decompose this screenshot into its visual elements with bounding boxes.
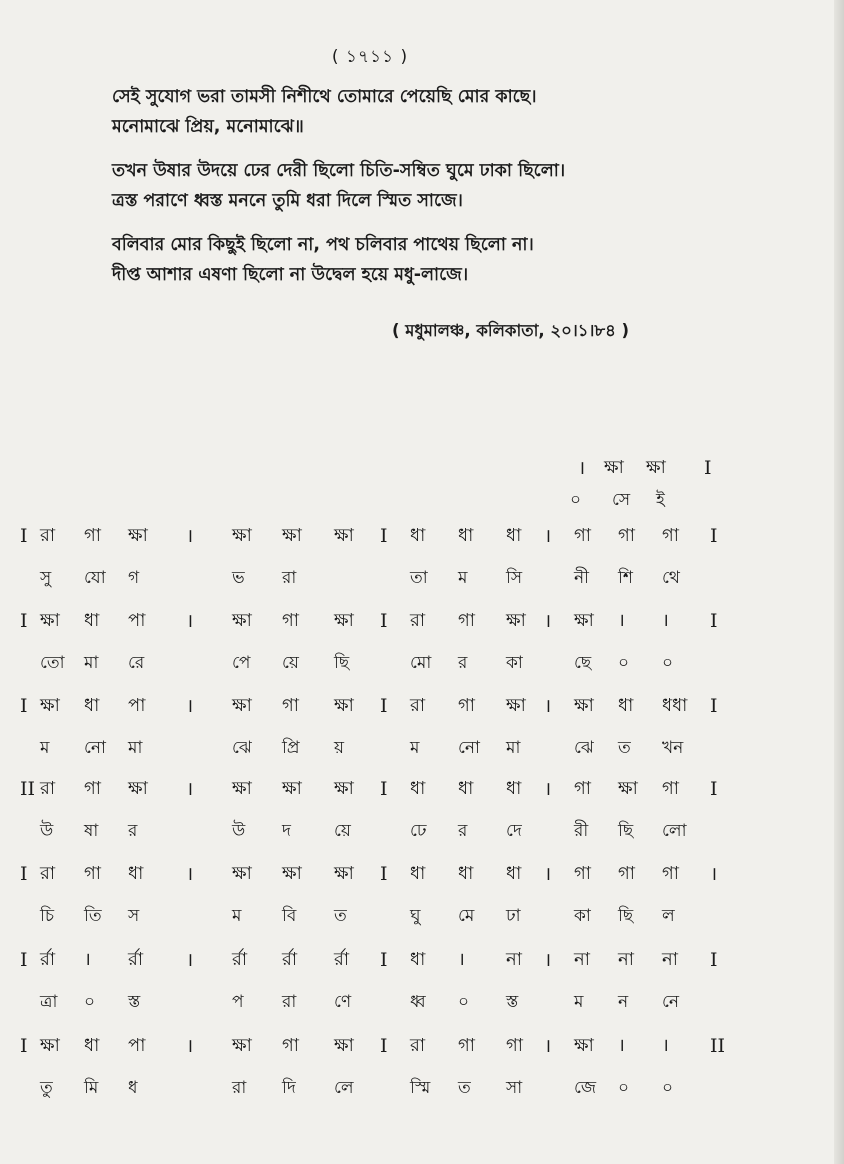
note: ধা (84, 610, 100, 631)
lyric-syllable: বি (282, 906, 297, 926)
lyric-line: তখন উষার উদয়ে ঢের দেরী ছিলো চিতি-সম্বিত ঘুমে ঢাকা ছিলো। (112, 161, 566, 181)
barline: I (380, 525, 388, 547)
barline: । (544, 1035, 552, 1057)
note: ধা (410, 863, 426, 884)
note: গা (282, 1035, 300, 1056)
barline: । (544, 863, 552, 885)
note: গা (618, 525, 636, 546)
notation-pickup-row (0, 452, 844, 484)
notation-row (0, 944, 844, 976)
notation-row (0, 858, 844, 890)
note: গা (84, 525, 102, 546)
note: ক্ষা (282, 863, 302, 884)
notation-lyrics-row (0, 562, 844, 594)
note: রা (40, 778, 56, 799)
lyric-syllable: ০ (570, 490, 582, 510)
note: র্রা (334, 949, 350, 970)
lyric-syllable: ম (410, 738, 420, 758)
note: ক্ষা (232, 863, 252, 884)
lyric-syllable: মি (84, 1078, 99, 1098)
lyric-syllable: পে (232, 653, 251, 673)
note: ক্ষা (334, 863, 354, 884)
lyric-syllable: র (128, 821, 138, 841)
note: ধা (506, 525, 522, 546)
barline: I (710, 778, 718, 800)
note: ক্ষা (40, 695, 60, 716)
note: ক্ষা (40, 610, 60, 631)
lyric-syllable: প (232, 992, 244, 1012)
note: ক্ষা (282, 525, 302, 546)
lyric-syllable: তা (410, 568, 428, 588)
notation-row (0, 520, 844, 552)
notation-row (0, 1030, 844, 1062)
barline: । (186, 695, 194, 717)
note: না (506, 949, 522, 970)
lyric-syllable: ছি (618, 906, 634, 926)
lyric-syllable: রে (128, 653, 145, 673)
lyric-syllable: স (128, 906, 140, 926)
lyric-syllable: স্মি (410, 1078, 431, 1098)
barline: । (544, 778, 552, 800)
lyric-syllable: চি (40, 906, 55, 926)
barline: I (20, 949, 28, 971)
note: না (574, 949, 590, 970)
lyric-syllable: দি (282, 1078, 296, 1098)
lyric-syllable: ০ (618, 1078, 630, 1098)
lyric-syllable: লে (334, 1078, 354, 1098)
note: র্রা (128, 949, 144, 970)
lyric-syllable: ঢা (506, 906, 521, 926)
note: । (618, 610, 625, 631)
lyric-syllable: য়ে (282, 653, 299, 673)
note: ক্ষা (232, 778, 252, 799)
note: গা (458, 610, 476, 631)
note: ধা (458, 525, 474, 546)
note: ক্ষা (232, 610, 252, 631)
notation-lyrics-row (0, 1072, 844, 1104)
barline: I (20, 610, 28, 632)
barline: I (380, 949, 388, 971)
lyric-syllable: মে (458, 906, 475, 926)
barline: । (544, 949, 552, 971)
lyric-syllable: ম (574, 992, 584, 1012)
lyric-syllable: ত (334, 906, 347, 926)
lyric-syllable: ০ (662, 1078, 674, 1098)
notation-lyrics-row (0, 815, 844, 847)
note: ক্ষা (128, 525, 148, 546)
barline: । (544, 695, 552, 717)
note: । (618, 1035, 625, 1056)
lyric-syllable: ঢে (410, 821, 427, 841)
lyric-syllable: মো (410, 653, 432, 673)
notation-lyrics-row (0, 900, 844, 932)
lyric-syllable: ম (40, 738, 50, 758)
note: গা (662, 525, 680, 546)
lyric-syllable: তি (84, 906, 102, 926)
lyric-syllable: ধ্ব (410, 992, 426, 1012)
notation-lyrics-row (0, 986, 844, 1018)
lyric-syllable: সে (612, 490, 631, 510)
source-citation: ( মধুমালঞ্চ, কলিকাতা, ২০।১।৮৪ ) (392, 321, 630, 340)
lyric-syllable: উ (232, 821, 246, 841)
note: গা (282, 695, 300, 716)
lyric-syllable: মা (506, 738, 521, 758)
lyric-syllable: তো (40, 653, 65, 673)
lyric-syllable: রী (574, 821, 589, 841)
barline: I (704, 457, 712, 479)
barline: । (186, 525, 194, 547)
page-number: ( ১৭১১ ) (331, 47, 409, 67)
lyric-syllable: ০ (458, 992, 470, 1012)
lyric-syllable: নো (458, 738, 480, 758)
note: । (662, 610, 669, 631)
note: গা (506, 1035, 524, 1056)
lyric-syllable: ০ (84, 992, 96, 1012)
note: ক্ষা (232, 525, 252, 546)
note: গা (84, 778, 102, 799)
note: গা (282, 610, 300, 631)
note: ধা (410, 778, 426, 799)
lyric-syllable: ম (458, 568, 468, 588)
barline: I (710, 695, 718, 717)
barline: । (544, 525, 552, 547)
lyric-syllable: ধ (128, 1078, 138, 1098)
barline: I (380, 863, 388, 885)
barline: । (578, 457, 586, 479)
notation-lyrics-row (0, 732, 844, 764)
lyric-syllable: রা (282, 568, 297, 588)
note: ধা (506, 778, 522, 799)
note: ক্ষা (334, 778, 354, 799)
lyric-syllable: নে (662, 992, 680, 1012)
barline: । (710, 863, 718, 885)
notation-row (0, 605, 844, 637)
lyric-syllable: ত (618, 738, 631, 758)
lyric-syllable: র (458, 821, 468, 841)
note: ধা (128, 863, 144, 884)
note: গা (458, 695, 476, 716)
barline: I (380, 1035, 388, 1057)
note: ক্ষা (506, 695, 526, 716)
note: গা (618, 863, 636, 884)
barline: I (20, 525, 28, 547)
barline: I (380, 778, 388, 800)
lyric-syllable: প্রি (282, 738, 300, 758)
note: । (458, 949, 465, 970)
note: র্রা (40, 949, 56, 970)
note: ক্ষা (232, 695, 252, 716)
note: র্রা (282, 949, 298, 970)
note: । (662, 1035, 669, 1056)
lyric-syllable: তু (40, 1078, 53, 1098)
lyric-syllable: র (458, 653, 468, 673)
lyric-syllable: লো (662, 821, 687, 841)
lyric-syllable: দে (506, 821, 522, 841)
lyric-syllable: ছে (574, 653, 592, 673)
notation-row (0, 773, 844, 805)
notation-row (0, 690, 844, 722)
note: গা (84, 863, 102, 884)
lyric-syllable: ত্রা (40, 992, 58, 1012)
lyric-syllable: সা (506, 1078, 523, 1098)
lyric-syllable: নো (84, 738, 106, 758)
note: ক্ষা (334, 525, 354, 546)
note: ক্ষা (334, 1035, 354, 1056)
barline: । (186, 778, 194, 800)
lyric-syllable: ম (232, 906, 242, 926)
lyric-syllable: ভ (232, 568, 245, 588)
lyric-line: বলিবার মোর কিছুই ছিলো না, পথ চলিবার পাথেয় ছিলো না। (112, 235, 534, 255)
lyric-syllable: দ (282, 821, 291, 841)
barline: I (710, 610, 718, 632)
lyric-syllable: মা (128, 738, 143, 758)
barline: । (186, 1035, 194, 1057)
note: র্রা (232, 949, 248, 970)
lyric-syllable: ণে (334, 992, 352, 1012)
lyric-syllable: ষা (84, 821, 99, 841)
lyric-syllable: সি (506, 568, 523, 588)
lyric-syllable: ত (458, 1078, 471, 1098)
note: গা (662, 778, 680, 799)
note: ধা (458, 778, 474, 799)
lyric-syllable: ঝে (574, 738, 594, 758)
barline: । (186, 949, 194, 971)
note: রা (410, 610, 426, 631)
note: না (618, 949, 634, 970)
lyric-line: ত্রস্ত পরাণে ধ্বস্ত মননে তুমি ধরা দিলে স্মিত সাজে। (112, 191, 463, 211)
lyric-syllable: ০ (662, 653, 674, 673)
lyric-syllable: ই (656, 490, 665, 510)
note: গা (458, 1035, 476, 1056)
lyric-syllable: রা (282, 992, 297, 1012)
note: গা (662, 863, 680, 884)
note: পা (128, 610, 146, 631)
note: রা (40, 525, 56, 546)
note: ধা (84, 695, 100, 716)
lyric-syllable: স্ত (506, 992, 519, 1012)
lyric-syllable: মা (84, 653, 99, 673)
lyric-syllable: থে (662, 568, 680, 588)
note: । (84, 949, 91, 970)
barline: II (710, 1035, 726, 1057)
barline: I (20, 1035, 28, 1057)
note: রা (410, 1035, 426, 1056)
barline: । (186, 610, 194, 632)
barline: I (380, 695, 388, 717)
note: ক্ষা (574, 1035, 594, 1056)
note: ধা (84, 1035, 100, 1056)
note: ক্ষা (574, 695, 594, 716)
notation-pickup-lyrics (0, 484, 844, 516)
note: ক্ষা (232, 1035, 252, 1056)
note: ক্ষা (618, 778, 638, 799)
lyric-syllable: ০ (618, 653, 630, 673)
note: পা (128, 695, 146, 716)
lyric-syllable: য় (334, 738, 345, 758)
note: ক্ষা (574, 610, 594, 631)
lyric-line: দীপ্ত আশার এষণা ছিলো না উদ্বেল হয়ে মধু-লাজে। (112, 265, 469, 285)
note: ক্ষা (40, 1035, 60, 1056)
lyric-syllable: জে (574, 1078, 597, 1098)
note: গা (574, 863, 592, 884)
barline: । (186, 863, 194, 885)
note: ক্ষা (128, 778, 148, 799)
note: ধা (410, 525, 426, 546)
note: ধা (506, 863, 522, 884)
note: ধা (458, 863, 474, 884)
lyric-syllable: ঝে (232, 738, 252, 758)
lyric-syllable: উ (40, 821, 54, 841)
lyric-syllable: নী (574, 568, 590, 588)
lyric-syllable: স্ত (128, 992, 141, 1012)
barline: I (380, 610, 388, 632)
lyric-syllable: গ (128, 568, 140, 588)
lyric-syllable: কা (506, 653, 523, 673)
note: ক্ষা (334, 695, 354, 716)
lyric-syllable: যো (84, 568, 106, 588)
note: রা (410, 695, 426, 716)
note: গা (574, 778, 592, 799)
lyric-syllable: সু (40, 568, 52, 588)
lyric-syllable: ল (662, 906, 675, 926)
lyric-syllable: শি (618, 568, 633, 588)
note: না (662, 949, 678, 970)
barline: I (710, 525, 718, 547)
note: পা (128, 1035, 146, 1056)
note: ধা (410, 949, 426, 970)
note: গা (574, 525, 592, 546)
barline: I (20, 863, 28, 885)
note: ক্ষা (506, 610, 526, 631)
note: রা (40, 863, 56, 884)
note: ধধা (662, 695, 688, 716)
lyric-syllable: কা (574, 906, 591, 926)
lyric-syllable: ঘু (410, 906, 421, 926)
lyric-syllable: ছি (334, 653, 350, 673)
note: ধা (618, 695, 634, 716)
barline: II (20, 778, 36, 800)
barline: I (710, 949, 718, 971)
lyric-syllable: রা (232, 1078, 247, 1098)
lyric-syllable: য়ে (334, 821, 351, 841)
note: ক্ষা (646, 457, 666, 478)
note: ক্ষা (604, 457, 624, 478)
note: ক্ষা (334, 610, 354, 631)
lyric-line: সেই সুযোগ ভরা তামসী নিশীথে তোমারে পেয়েছি মোর কাছে। (112, 87, 537, 107)
lyric-syllable: ন (618, 992, 629, 1012)
note: ক্ষা (282, 778, 302, 799)
lyric-syllable: খন (662, 738, 684, 758)
notation-lyrics-row (0, 647, 844, 679)
barline: । (544, 610, 552, 632)
lyric-line: মনোমাঝে প্রিয়, মনোমাঝে॥ (112, 117, 304, 137)
barline: I (20, 695, 28, 717)
lyric-syllable: ছি (618, 821, 634, 841)
